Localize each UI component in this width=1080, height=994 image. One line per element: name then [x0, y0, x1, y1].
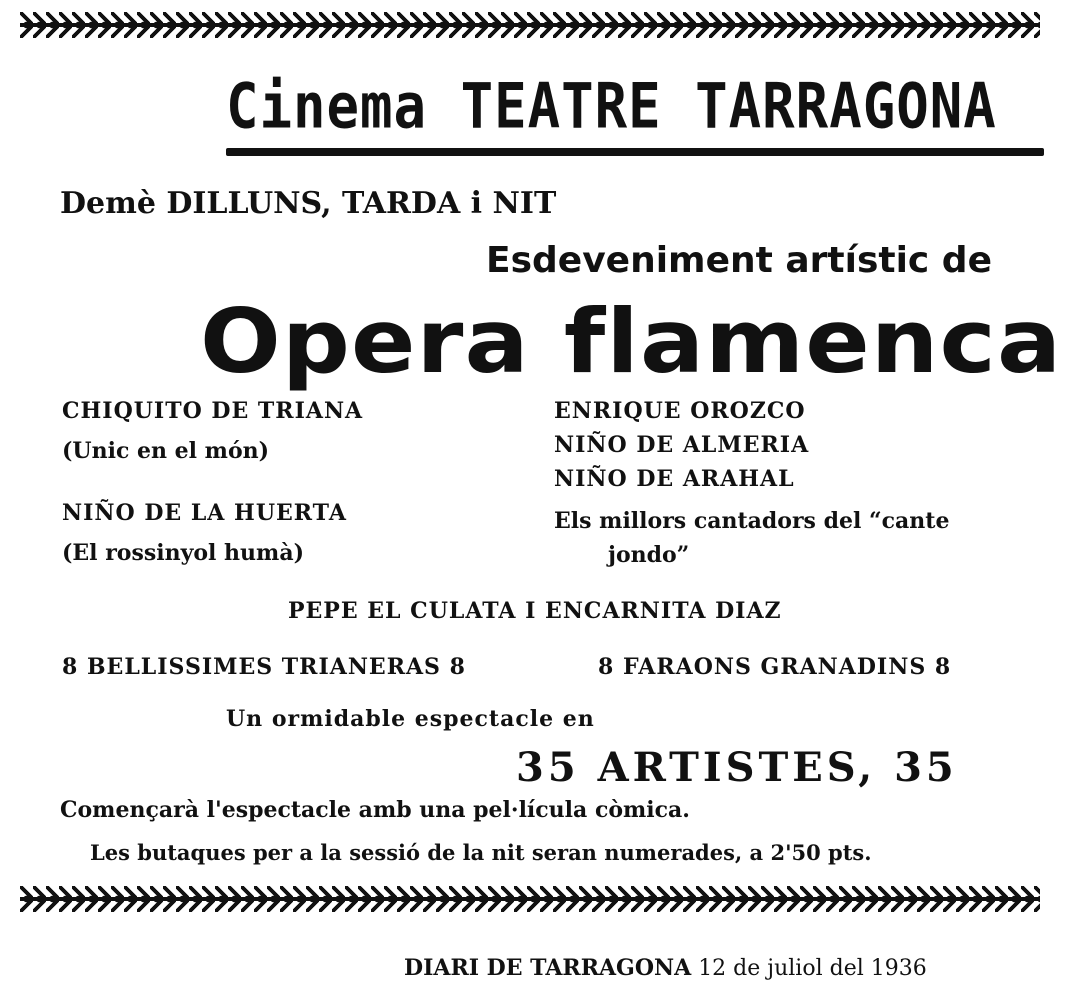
artist-chiquito-de-triana: CHIQUITO DE TRIANA: [62, 398, 364, 424]
cantadors-note-line1: Els millors cantadors del “cante: [554, 508, 950, 534]
artist-nino-de-almeria: NIÑO DE ALMERIA: [554, 432, 810, 458]
artist-note-unic: (Unic en el món): [62, 438, 270, 464]
decorative-border-bottom: [20, 886, 1040, 912]
formidable-line: Un ormidable espectacle en: [226, 706, 595, 732]
faraons-line: 8 FARAONS GRANADINS 8: [598, 654, 952, 680]
artist-enrique-orozco: ENRIQUE OROZCO: [554, 398, 806, 424]
ad-title: Cinema TEATRE TARRAGONA: [226, 70, 997, 143]
seats-line: Les butaques per a la sessió de la nit seran numerades, a 2'50 pts.: [90, 840, 872, 865]
cantadors-note-line2: jondo”: [608, 542, 690, 568]
comedy-line: Començarà l'espectacle amb una pel·lícula còmica.: [60, 797, 690, 823]
event-intro: Esdeveniment artístic de: [486, 240, 992, 281]
artist-note-rossinyol: (El rossinyol humà): [62, 540, 304, 566]
title-underline: [226, 148, 1044, 156]
trianeras-line: 8 BELLISSIMES TRIANERAS 8: [62, 654, 466, 680]
duo-line: PEPE EL CULATA I ENCARNITA DIAZ: [288, 598, 782, 624]
artist-nino-de-la-huerta: NIÑO DE LA HUERTA: [62, 500, 347, 526]
artist-nino-de-arahal: NIÑO DE ARAHAL: [554, 466, 795, 492]
decorative-border-top: [20, 12, 1040, 38]
source-date: 12 de juliol del 1936: [698, 956, 927, 981]
showtime-line: Demè DILLUNS, TARDA i NIT: [60, 186, 557, 221]
artistes-count: 35 ARTISTES, 35: [516, 744, 958, 791]
source-newspaper: DIARI DE TARRAGONA: [404, 955, 692, 981]
source-caption: [404, 955, 927, 981]
headline: Opera flamenca: [200, 290, 1063, 393]
